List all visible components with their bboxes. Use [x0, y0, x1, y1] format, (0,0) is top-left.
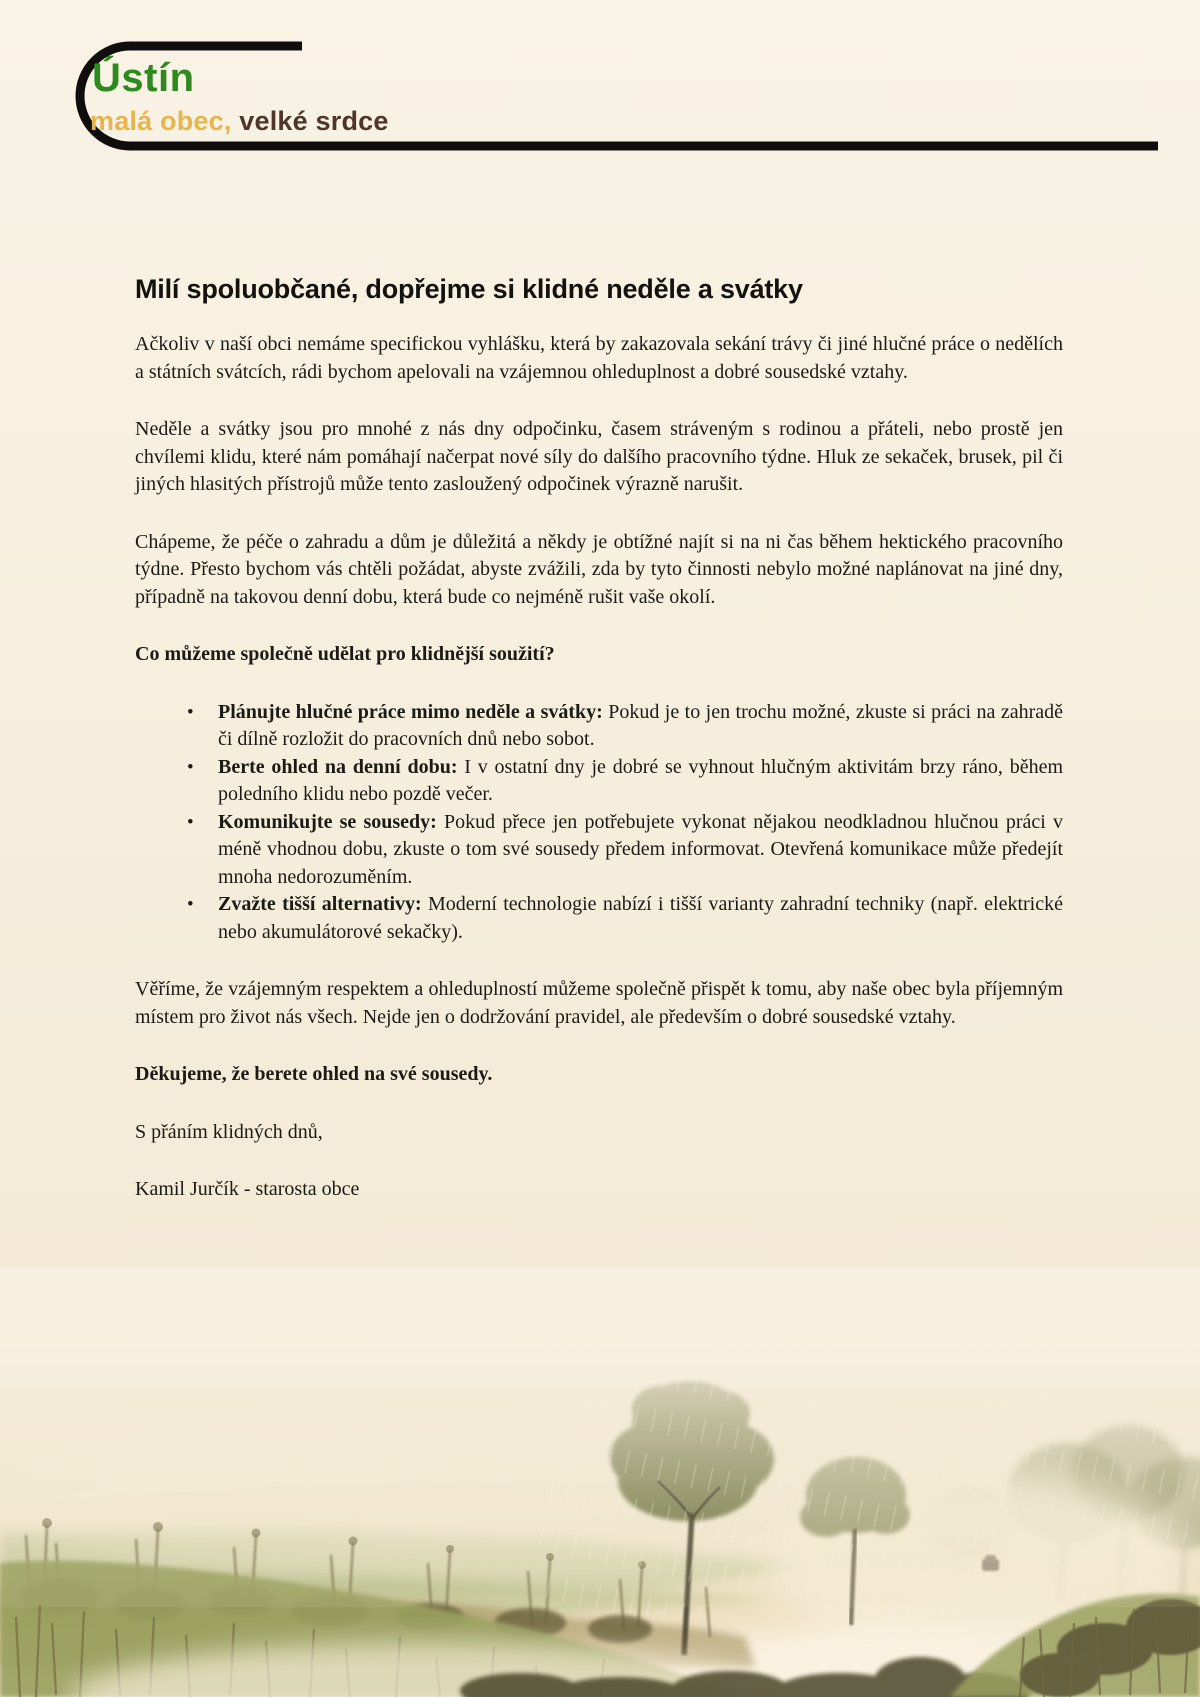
list-item-lead: Komunikujte se sousedy:	[218, 810, 437, 833]
letter-title: Milí spoluobčané, dopřejme si klidné neděle a svátky	[135, 274, 803, 304]
list-item	[218, 809, 1063, 892]
list-item	[218, 891, 1063, 946]
section-heading: Co můžeme společně udělat pro klidnější soužití?	[135, 643, 555, 665]
paragraph-intro: Ačkoliv v naší obci nemáme specifickou vyhlášku, která by zakazovala sekání trávy či jiné hlučné práce o nedělích a státních svátcích, rádi bychom apelovali na vzájemnou ohleduplnost a dobré sousedské vztahy.	[135, 333, 1063, 383]
paragraph-rest-days: Neděle a svátky jsou pro mnohé z nás dny odpočinku, časem stráveným s rodinou a přáteli, nebo prostě jen chvílemi klidu, které nám pomáhají načerpat nové síly do dalšího pracovního týdne. Hluk ze sekaček, brusek, pil či jiných hlasitých přístrojů může tento zasloužený odpočinek výrazně narušit.	[135, 418, 1063, 495]
warm-haze-overlay	[0, 1387, 1200, 1607]
list-item-lead: Berte ohled na denní dobu:	[218, 755, 458, 778]
paragraph-understanding: Chápeme, že péče o zahradu a dům je důležitá a někdy je obtížné najít si na ni čas během hektického pracovního týdne. Přesto bychom vás chtěli požádat, abyste zvážili, zda by tyto činnosti nebylo možné naplánovat na jiné dny, případně na takovou denní dobu, která bude co nejméně rušit vaše okolí.	[135, 530, 1063, 608]
paragraph-closing: Věříme, že vzájemným respektem a ohleduplností můžeme společně přispět k tomu, aby naše obec byla příjemným místem pro život nás všech. Nejde jen o dodržování pravidel, ale především o dobré sousedské vztahy.	[135, 978, 1063, 1028]
list-item	[218, 754, 1063, 809]
list-item-lead: Plánujte hlučné práce mimo neděle a svátky:	[218, 700, 603, 723]
footer-photo	[0, 1267, 1200, 1697]
signature-line: Kamil Jurčík - starosta obce	[135, 1178, 360, 1200]
list-item	[218, 699, 1063, 754]
list-item-text: Pokud přece jen potřebujete vykonat nějakou neodkladnou hlučnou práci v méně vhodnou dobu, zkuste o tom své sousedy předem informovat. Otevřená komunikace může předejít mnoha nedorozuměním.	[218, 810, 1063, 888]
signoff-line: S přáním klidných dnů,	[135, 1120, 323, 1143]
list-item-text: Pokud je to jen trochu možné, zkuste si práci na zahradě či dílně rozložit do pracovních dnů nebo sobot.	[218, 700, 1064, 750]
letter-body	[135, 272, 1063, 1234]
thanks-line: Děkujeme, že berete ohled na své sousedy.	[135, 1063, 493, 1085]
advice-list	[135, 699, 1063, 947]
logo-tagline-part1: malá obec,	[90, 106, 232, 136]
logo-tagline-part2: velké srdce	[239, 106, 389, 136]
list-item-text: Moderní technologie nabízí i tišší varianty zahradní techniky (např. elektrické nebo akumulátorové sekačky).	[218, 893, 1063, 943]
list-item-text: I v ostatní dny je dobré se vyhnout hlučným aktivitám brzy ráno, během poledního klidu nebo pozdě večer.	[218, 755, 1064, 805]
list-item-lead: Zvažte tišší alternativy:	[218, 893, 422, 915]
logo-tagline	[90, 106, 389, 136]
logo-name: Ústín	[92, 56, 195, 100]
